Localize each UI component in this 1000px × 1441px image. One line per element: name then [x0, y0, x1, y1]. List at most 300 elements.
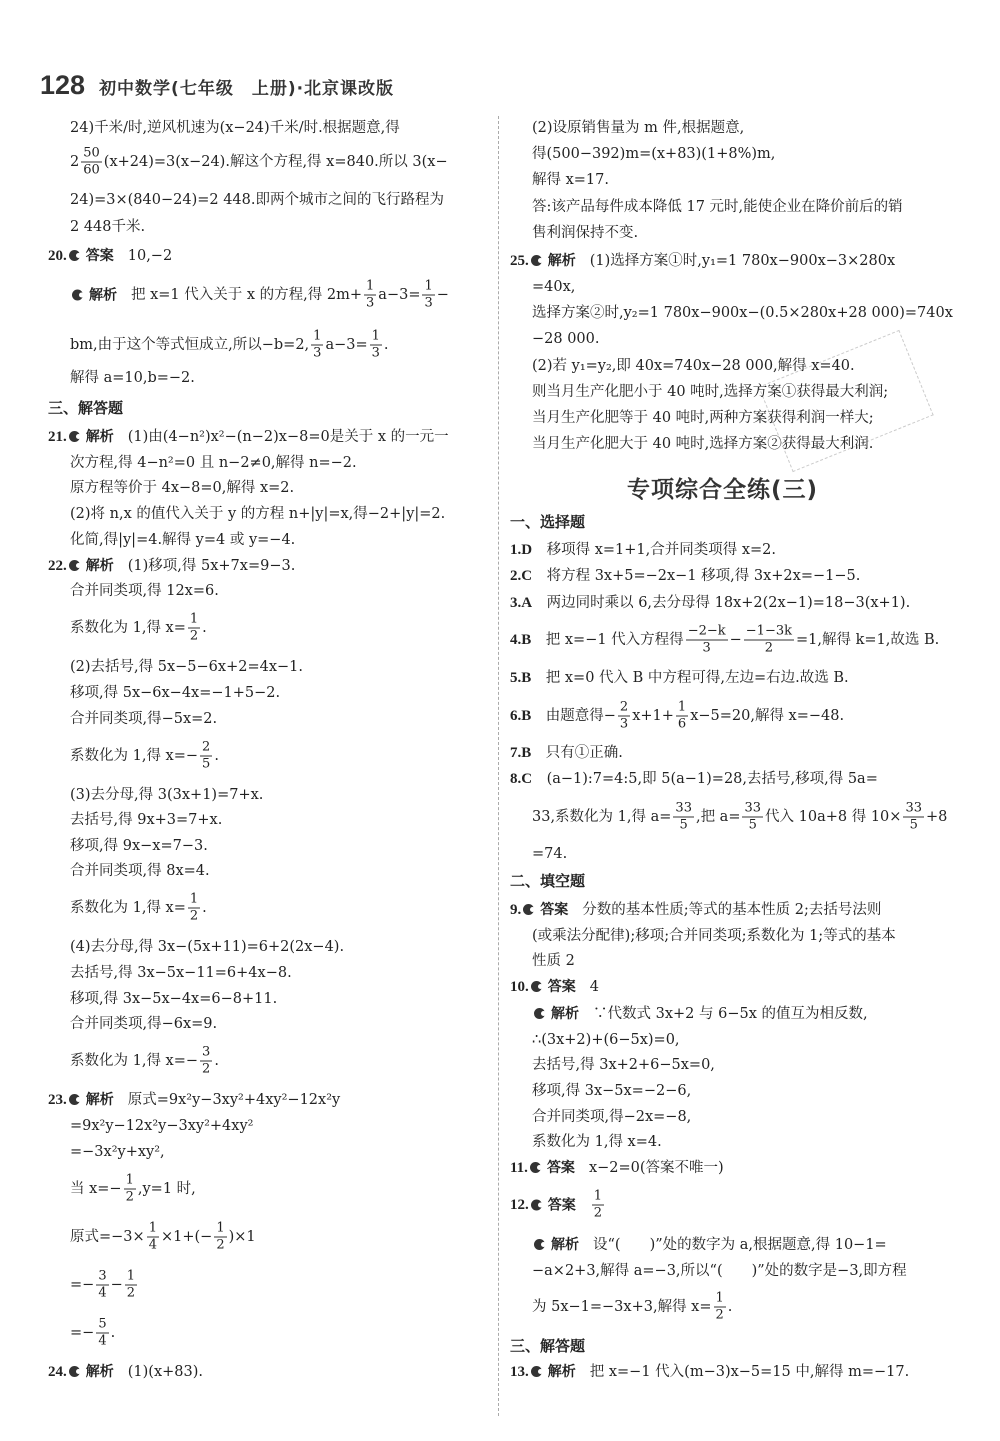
denominator: 4 — [98, 1333, 107, 1349]
badge-icon — [69, 431, 80, 442]
text: 两边同时乘以 6,去分母得 18x+2(2x−1)=18−3(x+1). — [532, 595, 911, 611]
fraction — [364, 279, 376, 312]
text-line — [532, 1291, 732, 1324]
text: 移项得 x=1+1,合并同类项得 x=2. — [532, 542, 777, 558]
text-line — [70, 118, 400, 138]
text: 次方程,得 4−n²=0 且 n−2≠0,解得 n=−2. — [70, 455, 357, 471]
question-number: 5.B — [510, 670, 532, 686]
text: a−3= — [325, 337, 368, 353]
section-title: 专项综合全练(三) — [627, 477, 819, 503]
text: 代入 10a+8 得 10× — [765, 809, 902, 825]
text: 当月生产化肥等于 40 吨时,两种方案获得利润一样大; — [532, 410, 874, 426]
text: 把 x=0 代入 B 中方程可得,左边=右边.故选 B. — [531, 670, 849, 686]
text-line — [70, 453, 357, 473]
text: 24)千米/时,逆风机速为(x−24)千米/时.根据题意,得 — [70, 120, 400, 136]
text-line — [532, 1004, 868, 1024]
text: 系数化为 1,得 x=− — [70, 748, 199, 764]
text-line — [48, 246, 172, 266]
label-badge — [534, 1237, 579, 1253]
text: ∴(3x+2)+(6−5x)=0, — [532, 1032, 680, 1048]
numerator: 33 — [905, 800, 922, 816]
text: 售利润保持不变. — [532, 225, 639, 241]
denominator: 2 — [189, 628, 199, 644]
text: (1)(x+83). — [127, 1364, 203, 1380]
text-line — [532, 197, 903, 217]
fraction — [188, 892, 200, 925]
text: 合并同类项,得 8x=4. — [70, 863, 210, 879]
text-line — [70, 683, 280, 703]
text: 解得 x=17. — [532, 172, 609, 188]
denominator: 3 — [371, 345, 380, 361]
text-line — [532, 801, 947, 834]
text: +8 — [925, 809, 948, 825]
text: 移项,得 3x−5x=−2−6, — [532, 1083, 692, 1099]
text-line — [510, 624, 939, 657]
text: =1,解得 k=1,故选 B. — [796, 632, 940, 648]
section-heading — [510, 871, 585, 891]
text-line — [532, 1081, 691, 1101]
numerator: 33 — [744, 800, 762, 816]
badge-label: 解析 — [89, 287, 117, 303]
text-line — [532, 1235, 887, 1255]
fraction — [96, 1317, 108, 1350]
denominator: 2 — [764, 640, 774, 656]
question-number: 20. — [48, 248, 67, 264]
text-line — [510, 668, 849, 688]
text-line — [48, 1090, 340, 1110]
badge-label: 解析 — [551, 1006, 579, 1022]
text: 得(500−392)m=(x+83)(1+8%)m, — [532, 146, 776, 162]
numerator: 1 — [366, 278, 375, 294]
badge-icon — [531, 981, 542, 992]
text: 化简,得|y|=4.解得 y=4 或 y=−4. — [70, 532, 296, 548]
text: 10,−2 — [127, 248, 173, 264]
text: ∵代数式 3x+2 与 6−5x 的值互为相反数, — [593, 1006, 868, 1022]
text: 系数化为 1,得 x= — [70, 900, 186, 916]
question-number: 4.B — [510, 632, 532, 648]
question-number: 12. — [510, 1197, 529, 1213]
text: 答:该产品每件成本降低 17 元时,能使企业在降价前后的销 — [532, 199, 903, 215]
text: 系数化为 1,得 x= — [70, 620, 186, 636]
denominator: 60 — [83, 162, 100, 178]
fraction — [676, 700, 688, 733]
text: =− — [70, 1325, 95, 1341]
text-line — [70, 217, 145, 237]
text: 选择方案②时,y₂=1 780x−900x−(0.5×280x+28 000)=740x — [532, 305, 953, 321]
text-line — [70, 937, 344, 957]
denominator: 4 — [98, 1285, 107, 1301]
text: . — [727, 1299, 733, 1315]
text: )×1 — [228, 1229, 256, 1245]
text-line — [70, 190, 444, 210]
label-badge — [69, 429, 114, 445]
question-number: 22. — [48, 558, 67, 574]
numerator: 1 — [125, 1172, 134, 1188]
numerator: 1 — [189, 611, 199, 627]
text: ,y=1 时, — [137, 1181, 196, 1197]
numerator: 2 — [619, 699, 629, 715]
text-line — [510, 251, 895, 271]
text: 合并同类项,得−6x=9. — [70, 1016, 218, 1032]
text: 只有①正确. — [531, 745, 623, 761]
numerator: 3 — [98, 1268, 107, 1284]
text-line — [532, 329, 600, 349]
text: =40x, — [532, 279, 576, 295]
text-line — [70, 861, 210, 881]
book-title: 初中数学(七年级 上册)·北京课改版 — [99, 79, 395, 99]
text: 24)=3×(840−24)=2 448.即两个城市之间的飞行路程为 — [70, 192, 444, 208]
text-line — [532, 951, 575, 971]
text: 原式=9x²y−3xy²+4xy²−12x²y — [127, 1092, 341, 1108]
text-line — [510, 769, 878, 789]
text-line — [70, 810, 222, 830]
denominator: 2 — [202, 1061, 211, 1077]
question-number: 13. — [510, 1364, 529, 1380]
text: x−5=20,解得 x=−48. — [690, 708, 845, 724]
text-line — [48, 556, 295, 576]
text: 当月生产化肥大于 40 吨时,选择方案②获得最大利润. — [532, 436, 874, 452]
text-line — [532, 1030, 680, 1050]
fraction — [96, 1269, 108, 1302]
denominator: 6 — [677, 716, 687, 732]
denominator: 3 — [366, 295, 375, 311]
text-line — [532, 434, 873, 454]
text-line — [70, 504, 445, 524]
text-line — [510, 540, 776, 560]
text: −a×2+3,解得 a=−3,所以“( )”处的数字是−3,即方程 — [532, 1263, 907, 1279]
text: 移项,得 3x−5x−4x=6−8+11. — [70, 991, 278, 1007]
denominator: 3 — [313, 345, 322, 361]
label-badge — [69, 1364, 114, 1380]
text-line — [510, 593, 910, 613]
fraction — [592, 1189, 604, 1222]
text-line — [70, 581, 219, 601]
question-number: 8.C — [510, 771, 533, 787]
denominator: 4 — [148, 1237, 157, 1253]
text: . — [383, 337, 389, 353]
text: 则当月生产化肥小于 40 吨时,选择方案①获得最大利润; — [532, 384, 889, 400]
text: 把 x=−1 代入方程得 — [531, 632, 684, 648]
text: 原式=−3× — [70, 1229, 145, 1245]
fraction — [903, 801, 924, 834]
text: 为 5x−1=−3x+3,解得 x= — [532, 1299, 712, 1315]
question-number: 2.C — [510, 568, 533, 584]
badge-label: 解析 — [85, 1364, 114, 1380]
text: 去括号,得 9x+3=7+x. — [70, 812, 223, 828]
text-line — [70, 1014, 217, 1034]
text-line — [48, 1362, 203, 1382]
denominator: 5 — [202, 756, 211, 772]
text: 把 x=1 代入关于 x 的方程,得 2m+ — [131, 287, 363, 303]
fraction — [311, 329, 323, 362]
text: (x+24)=3(x−24).解这个方程,得 x=840.所以 3(x− — [103, 154, 448, 170]
label-badge — [69, 1092, 114, 1108]
text: (a−1):7=4:5,即 5(a−1)=28,去括号,移项,得 5a= — [532, 771, 878, 787]
badge-icon — [69, 1094, 80, 1105]
text: 一、选择题 — [510, 513, 586, 531]
text-line — [48, 427, 449, 447]
text-line — [510, 1362, 909, 1382]
text: 设“( )”处的数字为 a,根据题意,得 10−1= — [593, 1237, 887, 1253]
denominator: 5 — [909, 817, 918, 833]
denominator: 3 — [424, 295, 433, 311]
numerator: 3 — [202, 1044, 211, 1060]
badge-label: 答案 — [540, 902, 569, 918]
text: −28 000. — [532, 331, 600, 347]
fraction — [200, 740, 212, 773]
text: (或乘法分配律);移项;合并同类项;系数化为 1;等式的基本 — [532, 928, 896, 944]
text-line — [70, 1142, 165, 1162]
text-line — [532, 1055, 715, 1075]
question-number: 3.A — [510, 595, 533, 611]
fraction — [673, 801, 694, 834]
text-line — [70, 1317, 115, 1350]
text-line — [70, 740, 219, 773]
text-line — [532, 277, 575, 297]
badge-icon — [72, 289, 83, 300]
text-line — [532, 382, 888, 402]
text: =−3x²y+xy², — [70, 1144, 165, 1160]
text-line — [532, 1261, 907, 1281]
text-line — [532, 1107, 691, 1127]
text-line — [70, 989, 277, 1009]
text-line — [70, 836, 208, 856]
question-number: 7.B — [510, 745, 532, 761]
numerator: 2 — [202, 739, 211, 755]
text: − — [110, 1277, 123, 1293]
text: 原方程等价于 4x−8=0,解得 x=2. — [70, 480, 295, 496]
question-number: 24. — [48, 1364, 67, 1380]
numerator: 1 — [216, 1220, 225, 1236]
text-line — [532, 926, 896, 946]
text: 三、解答题 — [48, 399, 124, 417]
denominator: 2 — [125, 1189, 134, 1205]
text-line — [532, 303, 953, 323]
badge-icon — [534, 1239, 545, 1250]
text: (1)由(4−n²)x²−(n−2)x−8=0是关于 x 的一元一 — [127, 429, 449, 445]
numerator: 1 — [313, 328, 322, 344]
text: 二、填空题 — [510, 872, 586, 890]
badge-label: 解析 — [547, 253, 576, 269]
column-divider — [498, 116, 499, 1416]
text-line — [70, 963, 292, 983]
denominator: 2 — [715, 1307, 724, 1323]
text-line — [532, 170, 609, 190]
text: 解得 a=10,b=−2. — [70, 370, 195, 386]
badge-label: 解析 — [547, 1364, 576, 1380]
fraction — [124, 1173, 136, 1206]
numerator: 50 — [83, 145, 100, 161]
text-line — [532, 1132, 662, 1152]
numerator: 1 — [424, 278, 433, 294]
text-line — [70, 279, 449, 312]
question-number: 25. — [510, 253, 529, 269]
section-heading — [510, 512, 585, 532]
fraction — [370, 329, 382, 362]
text: 当 x=− — [70, 1181, 122, 1197]
numerator: −2−k — [687, 623, 726, 639]
text-line — [510, 900, 881, 920]
numerator: 1 — [126, 1268, 136, 1284]
text-line — [70, 1045, 219, 1078]
text: 2 — [70, 154, 80, 170]
text-line — [510, 566, 860, 586]
text: . — [202, 900, 207, 916]
text: 去括号,得 3x−5x−11=6+4x−8. — [70, 965, 292, 981]
label-badge — [69, 558, 114, 574]
text: 合并同类项,得−2x=−8, — [532, 1109, 692, 1125]
text: (3)去分母,得 3(3x+1)=7+x. — [70, 787, 264, 803]
badge-label: 解析 — [85, 1092, 114, 1108]
text: 移项,得 9x−x=7−3. — [70, 838, 208, 854]
text: (4)去分母,得 3x−(5x+11)=6+2(2x−4). — [70, 939, 345, 955]
fraction — [422, 279, 434, 312]
text: 去括号,得 3x+2+6−5x=0, — [532, 1057, 715, 1073]
text: 系数化为 1,得 x=− — [70, 1053, 199, 1069]
text-line — [510, 977, 599, 997]
text-line — [70, 1173, 196, 1206]
text: − — [729, 632, 742, 648]
badge-label: 答案 — [547, 1197, 576, 1213]
badge-icon — [534, 1008, 545, 1019]
text: 系数化为 1,得 x=4. — [532, 1134, 662, 1150]
text: 由题意得− — [531, 708, 616, 724]
numerator: 1 — [715, 1290, 724, 1306]
text: 三、解答题 — [510, 1337, 586, 1355]
denominator: 2 — [216, 1237, 225, 1253]
label-badge — [531, 979, 576, 995]
fraction — [188, 612, 200, 645]
badge-icon — [69, 250, 80, 261]
text: . — [214, 1053, 219, 1069]
text-line — [70, 1221, 256, 1254]
text-line — [70, 530, 295, 550]
text: (1)选择方案①时,y₁=1 780x−900x−3×280x — [589, 253, 896, 269]
text: ×1+(− — [160, 1229, 213, 1245]
text: =− — [70, 1277, 95, 1293]
denominator: 5 — [748, 817, 757, 833]
question-number: 1.D — [510, 542, 533, 558]
text-line — [70, 612, 207, 645]
text-line — [70, 892, 207, 925]
section-heading — [48, 398, 123, 418]
text-line — [70, 329, 389, 362]
text-line — [510, 1158, 724, 1178]
denominator: 2 — [189, 908, 199, 924]
question-number: 9. — [510, 902, 522, 918]
denominator: 3 — [619, 716, 629, 732]
numerator: 5 — [98, 1316, 107, 1332]
fraction — [214, 1221, 226, 1254]
badge-label: 答案 — [547, 979, 576, 995]
label-badge — [531, 1197, 576, 1213]
denominator: 2 — [593, 1205, 603, 1221]
numerator: −1−3k — [745, 623, 792, 639]
text: (2)去括号,得 5x−5−6x+2=4x−1. — [70, 659, 303, 675]
text-line — [70, 785, 263, 805]
section-heading — [510, 1336, 585, 1356]
numerator: 1 — [189, 891, 199, 907]
fraction — [618, 700, 630, 733]
question-number: 11. — [510, 1160, 528, 1176]
fraction — [714, 1291, 726, 1324]
text: 分数的基本性质;等式的基本性质 2;去括号法则 — [582, 902, 882, 918]
text-line — [532, 223, 638, 243]
fraction — [742, 801, 763, 834]
text-line — [510, 743, 623, 763]
text-line — [532, 844, 567, 864]
text: . — [214, 748, 219, 764]
text: 2 448千米. — [70, 219, 146, 235]
text-line — [70, 657, 303, 677]
label-badge — [530, 1160, 575, 1176]
label-badge — [531, 1364, 576, 1380]
question-number: 6.B — [510, 708, 532, 724]
badge-icon — [531, 1366, 542, 1377]
text-line — [70, 478, 294, 498]
text: 移项,得 5x−6x−4x=−1+5−2. — [70, 685, 281, 701]
badge-icon — [523, 904, 534, 915]
badge-icon — [530, 1162, 541, 1173]
badge-label: 解析 — [85, 558, 114, 574]
label-badge — [72, 287, 117, 303]
text: − — [436, 287, 449, 303]
text: =74. — [532, 846, 568, 862]
badge-icon — [69, 1366, 80, 1377]
text: 4 — [589, 979, 599, 995]
fraction — [125, 1269, 137, 1302]
text: (2)若 y₁=y₂,即 40x=740x−28 000,解得 x=40. — [532, 358, 855, 374]
denominator: 2 — [126, 1285, 136, 1301]
text: x−2=0(答案不唯一) — [588, 1160, 724, 1176]
fraction — [81, 146, 102, 179]
label-badge — [69, 248, 114, 264]
text: x+1+ — [632, 708, 674, 724]
page-header — [40, 70, 394, 101]
badge-label: 答案 — [85, 248, 114, 264]
text: bm,由于这个等式恒成立,所以−b=2, — [70, 337, 310, 353]
badge-icon — [531, 255, 542, 266]
label-badge — [523, 902, 568, 918]
text-line — [70, 1269, 139, 1302]
numerator: 1 — [371, 328, 380, 344]
text: 将方程 3x+5=−2x−1 移项,得 3x+2x=−1−5. — [532, 568, 861, 584]
badge-label: 答案 — [546, 1160, 575, 1176]
label-badge — [534, 1006, 579, 1022]
numerator: 33 — [675, 800, 692, 816]
text-line — [532, 118, 744, 138]
page-number: 128 — [40, 70, 86, 100]
numerator: 1 — [148, 1220, 157, 1236]
badge-label: 解析 — [85, 429, 114, 445]
text-line — [70, 368, 195, 388]
text: . — [110, 1325, 116, 1341]
numerator: 1 — [677, 699, 687, 715]
text: (1)移项,得 5x+7x=9−3. — [127, 558, 296, 574]
question-number: 21. — [48, 429, 67, 445]
text: 合并同类项,得−5x=2. — [70, 711, 218, 727]
text: 把 x=−1 代入(m−3)x−5=15 中,解得 m=−17. — [589, 1364, 910, 1380]
fraction — [200, 1045, 212, 1078]
text-line — [70, 146, 448, 179]
badge-icon — [69, 560, 80, 571]
fraction — [686, 624, 728, 657]
denominator: 3 — [702, 640, 711, 656]
text: a−3= — [378, 287, 421, 303]
question-number: 10. — [510, 979, 529, 995]
fraction — [744, 624, 794, 657]
text: 合并同类项,得 12x=6. — [70, 583, 219, 599]
